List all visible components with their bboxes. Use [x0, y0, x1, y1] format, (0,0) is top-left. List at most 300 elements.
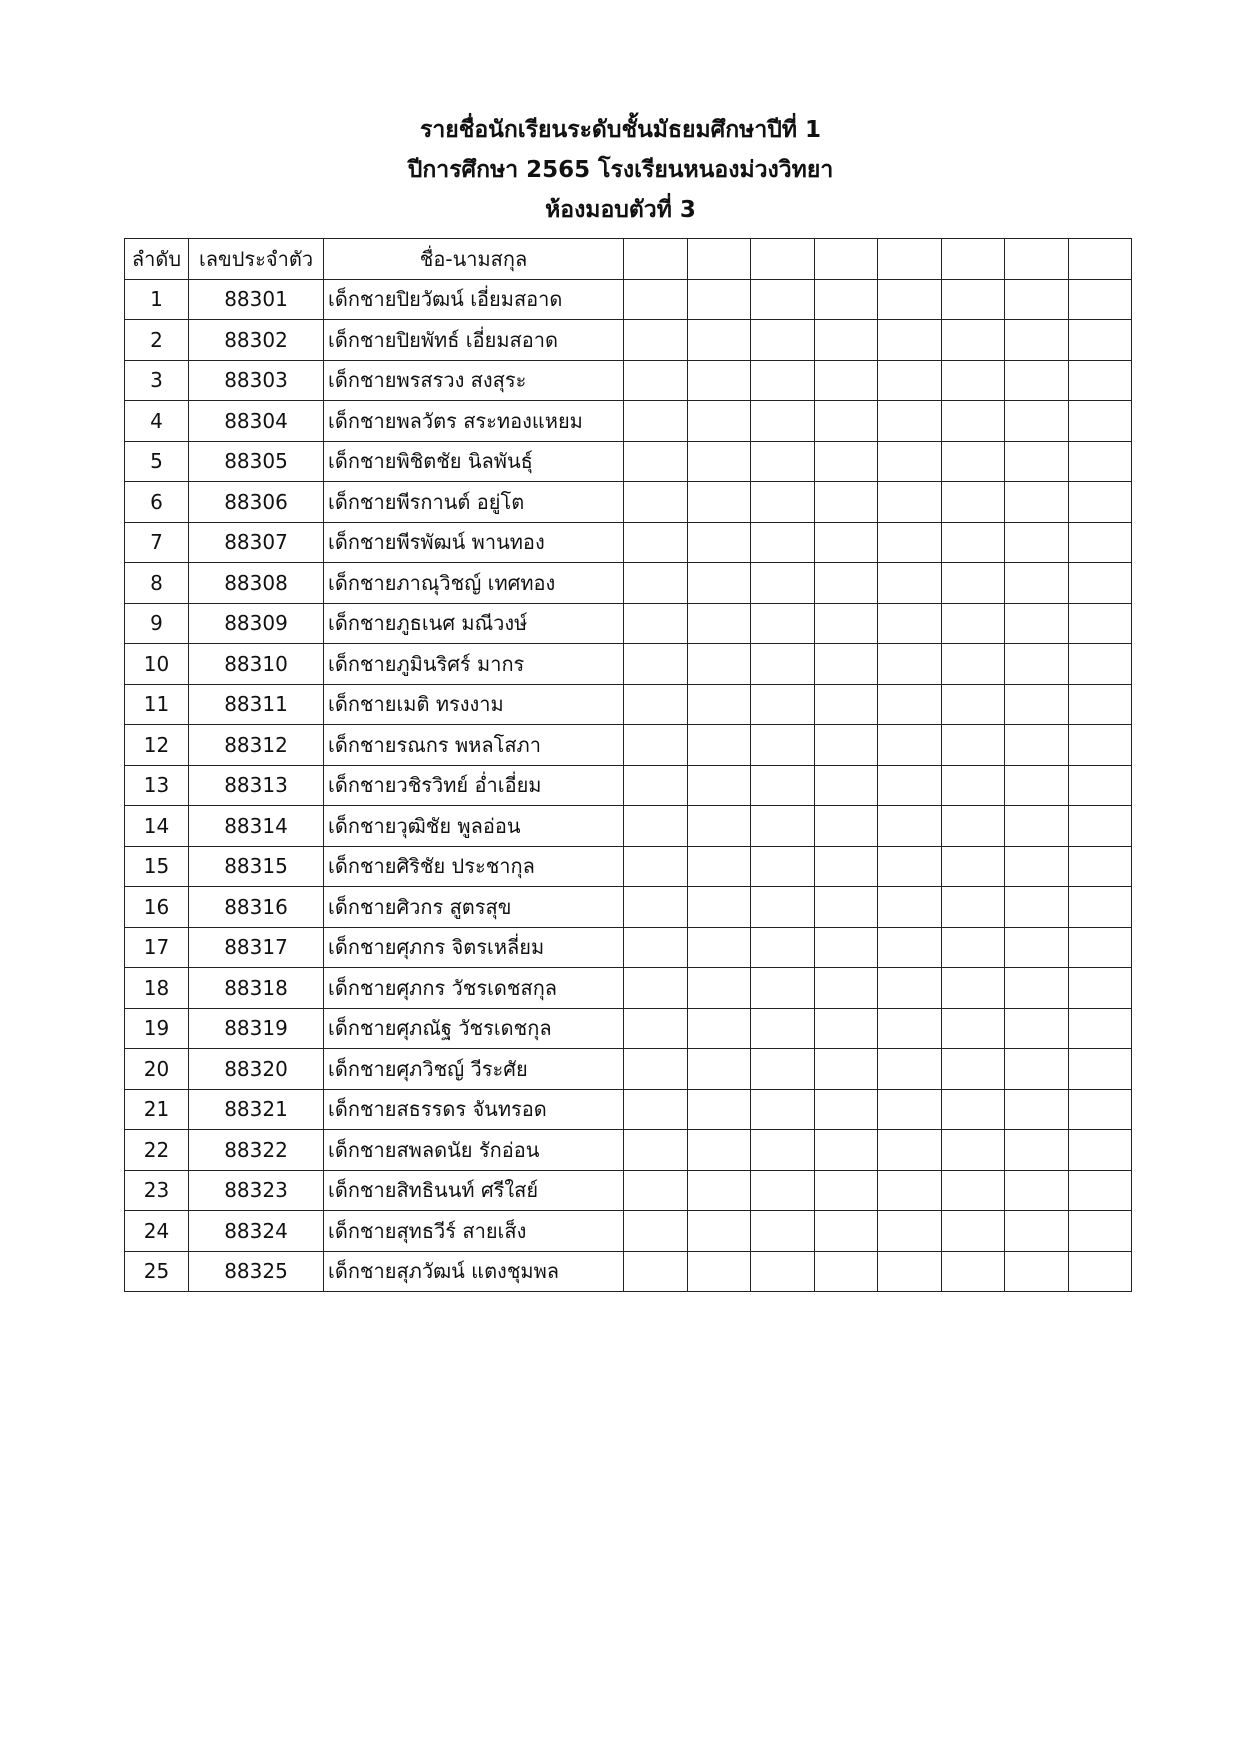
- row-blank-cell: [814, 1211, 878, 1252]
- row-blank-cell: [1068, 1049, 1132, 1090]
- row-blank-cell: [687, 846, 751, 887]
- row-blank-cell: [941, 1211, 1005, 1252]
- row-student-name: เด็กชายพีรกานต์ อยู่โต: [324, 482, 624, 523]
- row-student-id: 88308: [189, 563, 324, 604]
- row-blank-cell: [941, 1170, 1005, 1211]
- row-blank-cell: [1005, 482, 1069, 523]
- row-blank-cell: [1068, 644, 1132, 685]
- row-blank-cell: [878, 684, 942, 725]
- row-student-name: เด็กชายพรสรวง สงสุระ: [324, 360, 624, 401]
- row-blank-cell: [941, 968, 1005, 1009]
- table-row: [125, 1130, 1132, 1171]
- row-blank-cell: [751, 1251, 815, 1292]
- table-row: [125, 1049, 1132, 1090]
- student-roster-table: [124, 238, 1132, 1292]
- row-student-id: 88302: [189, 320, 324, 361]
- row-student-name: เด็กชายศุภกร จิตรเหลี่ยม: [324, 927, 624, 968]
- row-blank-cell: [751, 725, 815, 766]
- row-blank-cell: [878, 401, 942, 442]
- row-blank-cell: [1005, 401, 1069, 442]
- row-student-id: 88313: [189, 765, 324, 806]
- table-row: [125, 725, 1132, 766]
- row-blank-cell: [814, 1251, 878, 1292]
- row-blank-cell: [751, 1089, 815, 1130]
- row-order-number: 7: [125, 522, 189, 563]
- row-blank-cell: [624, 725, 688, 766]
- row-blank-cell: [814, 279, 878, 320]
- row-blank-cell: [624, 1049, 688, 1090]
- row-student-name: เด็กชายศิริชัย ประชากุล: [324, 846, 624, 887]
- row-blank-cell: [687, 563, 751, 604]
- row-blank-cell: [878, 1170, 942, 1211]
- row-blank-cell: [814, 846, 878, 887]
- row-blank-cell: [1068, 603, 1132, 644]
- row-blank-cell: [624, 1251, 688, 1292]
- row-blank-cell: [1068, 846, 1132, 887]
- row-blank-cell: [878, 725, 942, 766]
- row-blank-cell: [1005, 1130, 1069, 1171]
- row-blank-cell: [624, 927, 688, 968]
- row-student-name: เด็กชายเมติ ทรงงาม: [324, 684, 624, 725]
- row-blank-cell: [878, 1130, 942, 1171]
- row-blank-cell: [1068, 887, 1132, 928]
- row-student-name: เด็กชายศุภกร วัชรเดชสกุล: [324, 968, 624, 1009]
- row-student-name: เด็กชายภาณุวิชญ์ เทศทอง: [324, 563, 624, 604]
- row-blank-cell: [1068, 1089, 1132, 1130]
- row-blank-cell: [751, 320, 815, 361]
- row-blank-cell: [624, 522, 688, 563]
- row-blank-cell: [941, 765, 1005, 806]
- row-blank-cell: [1005, 927, 1069, 968]
- table-row: [125, 806, 1132, 847]
- row-blank-cell: [1068, 522, 1132, 563]
- row-blank-cell: [751, 401, 815, 442]
- row-blank-cell: [1005, 968, 1069, 1009]
- row-blank-cell: [814, 927, 878, 968]
- row-blank-cell: [814, 644, 878, 685]
- row-blank-cell: [941, 1008, 1005, 1049]
- row-blank-cell: [624, 401, 688, 442]
- row-student-id: 88320: [189, 1049, 324, 1090]
- row-blank-cell: [624, 644, 688, 685]
- row-student-id: 88315: [189, 846, 324, 887]
- row-blank-cell: [687, 1008, 751, 1049]
- row-student-id: 88303: [189, 360, 324, 401]
- header-blank-cell: [687, 239, 751, 280]
- row-blank-cell: [878, 644, 942, 685]
- row-blank-cell: [687, 360, 751, 401]
- row-blank-cell: [751, 603, 815, 644]
- row-blank-cell: [687, 725, 751, 766]
- row-blank-cell: [941, 684, 1005, 725]
- row-blank-cell: [878, 765, 942, 806]
- row-blank-cell: [941, 401, 1005, 442]
- row-blank-cell: [1068, 320, 1132, 361]
- header-full-name: ชื่อ-นามสกุล: [324, 239, 624, 280]
- row-blank-cell: [1005, 644, 1069, 685]
- row-blank-cell: [624, 482, 688, 523]
- row-order-number: 13: [125, 765, 189, 806]
- row-blank-cell: [1068, 1211, 1132, 1252]
- row-blank-cell: [1068, 1008, 1132, 1049]
- row-student-id: 88319: [189, 1008, 324, 1049]
- row-blank-cell: [624, 1170, 688, 1211]
- row-blank-cell: [941, 563, 1005, 604]
- row-blank-cell: [878, 360, 942, 401]
- row-blank-cell: [878, 1089, 942, 1130]
- row-blank-cell: [624, 360, 688, 401]
- row-blank-cell: [878, 1211, 942, 1252]
- row-blank-cell: [1068, 684, 1132, 725]
- row-blank-cell: [1005, 279, 1069, 320]
- row-student-id: 88321: [189, 1089, 324, 1130]
- row-student-id: 88307: [189, 522, 324, 563]
- row-order-number: 21: [125, 1089, 189, 1130]
- row-student-id: 88316: [189, 887, 324, 928]
- row-order-number: 4: [125, 401, 189, 442]
- table-row: [125, 927, 1132, 968]
- row-blank-cell: [1068, 765, 1132, 806]
- row-blank-cell: [751, 1008, 815, 1049]
- row-blank-cell: [814, 684, 878, 725]
- row-blank-cell: [624, 1211, 688, 1252]
- header-student-id: เลขประจำตัว: [189, 239, 324, 280]
- row-blank-cell: [1005, 1170, 1069, 1211]
- row-blank-cell: [1068, 725, 1132, 766]
- row-blank-cell: [687, 1170, 751, 1211]
- row-blank-cell: [814, 887, 878, 928]
- table-row: [125, 684, 1132, 725]
- row-blank-cell: [814, 765, 878, 806]
- row-blank-cell: [1005, 887, 1069, 928]
- row-blank-cell: [687, 522, 751, 563]
- row-blank-cell: [751, 441, 815, 482]
- row-student-name: เด็กชายศุภณัฐ วัชรเดชกุล: [324, 1008, 624, 1049]
- row-order-number: 5: [125, 441, 189, 482]
- row-blank-cell: [878, 846, 942, 887]
- table-row: [125, 441, 1132, 482]
- row-student-name: เด็กชายสิทธินนท์ ศรีใสย์: [324, 1170, 624, 1211]
- row-blank-cell: [941, 887, 1005, 928]
- row-blank-cell: [878, 563, 942, 604]
- row-student-id: 88317: [189, 927, 324, 968]
- row-student-id: 88323: [189, 1170, 324, 1211]
- table-row: [125, 887, 1132, 928]
- row-blank-cell: [941, 441, 1005, 482]
- row-student-name: เด็กชายศิวกร สูตรสุข: [324, 887, 624, 928]
- row-student-id: 88311: [189, 684, 324, 725]
- row-blank-cell: [1005, 360, 1069, 401]
- row-blank-cell: [1005, 1049, 1069, 1090]
- row-blank-cell: [687, 1251, 751, 1292]
- row-blank-cell: [814, 563, 878, 604]
- table-row: [125, 644, 1132, 685]
- row-blank-cell: [941, 1130, 1005, 1171]
- title-line-1: รายชื่อนักเรียนระดับชั้นมัธยมศึกษาปีที่ 1: [419, 117, 822, 143]
- row-blank-cell: [814, 725, 878, 766]
- row-blank-cell: [941, 806, 1005, 847]
- row-student-id: 88312: [189, 725, 324, 766]
- row-order-number: 6: [125, 482, 189, 523]
- row-blank-cell: [941, 603, 1005, 644]
- row-blank-cell: [687, 1211, 751, 1252]
- row-order-number: 10: [125, 644, 189, 685]
- row-blank-cell: [624, 765, 688, 806]
- row-blank-cell: [878, 603, 942, 644]
- table-row: [125, 765, 1132, 806]
- row-blank-cell: [1005, 846, 1069, 887]
- row-blank-cell: [624, 603, 688, 644]
- row-student-name: เด็กชายภูธเนศ มณีวงษ์: [324, 603, 624, 644]
- row-blank-cell: [687, 806, 751, 847]
- header-order: ลำดับ: [125, 239, 189, 280]
- row-student-name: เด็กชายวุฒิชัย พูลอ่อน: [324, 806, 624, 847]
- row-blank-cell: [941, 279, 1005, 320]
- row-blank-cell: [941, 522, 1005, 563]
- row-blank-cell: [751, 968, 815, 1009]
- row-order-number: 22: [125, 1130, 189, 1171]
- row-blank-cell: [687, 603, 751, 644]
- row-blank-cell: [814, 482, 878, 523]
- row-order-number: 23: [125, 1170, 189, 1211]
- row-blank-cell: [941, 1089, 1005, 1130]
- row-order-number: 9: [125, 603, 189, 644]
- row-blank-cell: [814, 441, 878, 482]
- row-order-number: 14: [125, 806, 189, 847]
- row-blank-cell: [1068, 441, 1132, 482]
- row-student-name: เด็กชายพลวัตร สระทองแหยม: [324, 401, 624, 442]
- row-order-number: 3: [125, 360, 189, 401]
- row-blank-cell: [1068, 968, 1132, 1009]
- row-blank-cell: [1005, 1211, 1069, 1252]
- row-blank-cell: [687, 401, 751, 442]
- table-row: [125, 603, 1132, 644]
- row-blank-cell: [1068, 563, 1132, 604]
- row-blank-cell: [751, 644, 815, 685]
- row-blank-cell: [1005, 522, 1069, 563]
- row-order-number: 25: [125, 1251, 189, 1292]
- header-blank-cell: [814, 239, 878, 280]
- row-blank-cell: [624, 320, 688, 361]
- row-student-name: เด็กชายภูมินริศร์ มากร: [324, 644, 624, 685]
- row-blank-cell: [814, 1089, 878, 1130]
- row-blank-cell: [624, 806, 688, 847]
- header-blank-cell: [751, 239, 815, 280]
- table-row: [125, 563, 1132, 604]
- row-blank-cell: [687, 684, 751, 725]
- row-student-name: เด็กชายสุภวัฒน์ แตงชุมพล: [324, 1251, 624, 1292]
- row-blank-cell: [878, 1049, 942, 1090]
- row-student-name: เด็กชายพีรพัฒน์ พานทอง: [324, 522, 624, 563]
- row-blank-cell: [624, 887, 688, 928]
- row-student-name: เด็กชายศุภวิชญ์ วีระศัย: [324, 1049, 624, 1090]
- row-blank-cell: [751, 846, 815, 887]
- row-blank-cell: [751, 1130, 815, 1171]
- row-blank-cell: [751, 1211, 815, 1252]
- row-blank-cell: [751, 806, 815, 847]
- table-row: [125, 1008, 1132, 1049]
- table-row: [125, 968, 1132, 1009]
- row-order-number: 16: [125, 887, 189, 928]
- row-blank-cell: [814, 1170, 878, 1211]
- row-blank-cell: [1005, 725, 1069, 766]
- row-blank-cell: [1068, 360, 1132, 401]
- row-blank-cell: [751, 1170, 815, 1211]
- row-blank-cell: [687, 968, 751, 1009]
- row-blank-cell: [624, 1089, 688, 1130]
- row-student-id: 88314: [189, 806, 324, 847]
- row-blank-cell: [1005, 1251, 1069, 1292]
- table-row: [125, 360, 1132, 401]
- row-blank-cell: [878, 806, 942, 847]
- row-student-id: 88306: [189, 482, 324, 523]
- row-blank-cell: [941, 482, 1005, 523]
- row-student-id: 88304: [189, 401, 324, 442]
- table-row: [125, 1251, 1132, 1292]
- row-blank-cell: [1005, 1008, 1069, 1049]
- row-order-number: 17: [125, 927, 189, 968]
- row-blank-cell: [624, 279, 688, 320]
- row-blank-cell: [1005, 684, 1069, 725]
- row-blank-cell: [751, 927, 815, 968]
- header-blank-cell: [1005, 239, 1069, 280]
- row-blank-cell: [941, 1251, 1005, 1292]
- table-row: [125, 846, 1132, 887]
- row-blank-cell: [1068, 1130, 1132, 1171]
- table-row: [125, 522, 1132, 563]
- row-blank-cell: [624, 684, 688, 725]
- row-blank-cell: [1005, 765, 1069, 806]
- row-blank-cell: [751, 482, 815, 523]
- row-blank-cell: [941, 725, 1005, 766]
- table-row: [125, 1211, 1132, 1252]
- row-blank-cell: [814, 522, 878, 563]
- table-row: [125, 1089, 1132, 1130]
- row-student-name: เด็กชายสุทธวีร์ สายเส็ง: [324, 1211, 624, 1252]
- row-blank-cell: [751, 279, 815, 320]
- row-student-name: เด็กชายพิชิตชัย นิลพันธุ์: [324, 441, 624, 482]
- document-header: [0, 110, 1241, 230]
- row-order-number: 24: [125, 1211, 189, 1252]
- row-blank-cell: [878, 522, 942, 563]
- row-blank-cell: [878, 441, 942, 482]
- row-blank-cell: [941, 644, 1005, 685]
- row-student-name: เด็กชายปิยพัทธ์ เอี่ยมสอาด: [324, 320, 624, 361]
- table-body: [125, 279, 1132, 1292]
- row-student-name: เด็กชายรณกร พหลโสภา: [324, 725, 624, 766]
- row-student-id: 88301: [189, 279, 324, 320]
- row-student-id: 88310: [189, 644, 324, 685]
- row-student-id: 88309: [189, 603, 324, 644]
- row-student-id: 88305: [189, 441, 324, 482]
- row-blank-cell: [878, 320, 942, 361]
- header-blank-cell: [624, 239, 688, 280]
- row-blank-cell: [814, 360, 878, 401]
- row-blank-cell: [941, 360, 1005, 401]
- row-blank-cell: [814, 603, 878, 644]
- row-blank-cell: [624, 563, 688, 604]
- row-blank-cell: [941, 320, 1005, 361]
- row-blank-cell: [878, 887, 942, 928]
- row-blank-cell: [814, 1049, 878, 1090]
- row-blank-cell: [1068, 927, 1132, 968]
- row-blank-cell: [1068, 1170, 1132, 1211]
- row-blank-cell: [687, 320, 751, 361]
- row-student-id: 88324: [189, 1211, 324, 1252]
- table-row: [125, 1170, 1132, 1211]
- row-order-number: 11: [125, 684, 189, 725]
- row-blank-cell: [1005, 1089, 1069, 1130]
- row-blank-cell: [687, 1089, 751, 1130]
- table-row: [125, 401, 1132, 442]
- row-blank-cell: [878, 279, 942, 320]
- row-blank-cell: [1068, 482, 1132, 523]
- row-blank-cell: [878, 482, 942, 523]
- row-blank-cell: [1005, 603, 1069, 644]
- row-blank-cell: [624, 968, 688, 1009]
- row-blank-cell: [1005, 320, 1069, 361]
- row-blank-cell: [687, 887, 751, 928]
- row-blank-cell: [878, 927, 942, 968]
- row-blank-cell: [751, 563, 815, 604]
- table-header-row: [125, 239, 1132, 280]
- row-blank-cell: [751, 1049, 815, 1090]
- row-order-number: 1: [125, 279, 189, 320]
- row-blank-cell: [814, 320, 878, 361]
- table-row: [125, 482, 1132, 523]
- row-blank-cell: [1005, 441, 1069, 482]
- row-blank-cell: [751, 522, 815, 563]
- row-blank-cell: [1068, 279, 1132, 320]
- row-order-number: 8: [125, 563, 189, 604]
- row-blank-cell: [751, 684, 815, 725]
- row-order-number: 12: [125, 725, 189, 766]
- row-blank-cell: [687, 482, 751, 523]
- row-blank-cell: [1068, 806, 1132, 847]
- row-blank-cell: [878, 1251, 942, 1292]
- row-student-name: เด็กชายปิยวัฒน์ เอี่ยมสอาด: [324, 279, 624, 320]
- row-blank-cell: [814, 401, 878, 442]
- row-student-id: 88318: [189, 968, 324, 1009]
- row-blank-cell: [687, 644, 751, 685]
- row-blank-cell: [814, 968, 878, 1009]
- row-blank-cell: [941, 1049, 1005, 1090]
- row-order-number: 2: [125, 320, 189, 361]
- row-student-name: เด็กชายสพลดนัย รักอ่อน: [324, 1130, 624, 1171]
- row-student-id: 88325: [189, 1251, 324, 1292]
- row-student-name: เด็กชายสธรรดร จันทรอด: [324, 1089, 624, 1130]
- row-blank-cell: [878, 968, 942, 1009]
- row-blank-cell: [814, 1130, 878, 1171]
- row-blank-cell: [814, 1008, 878, 1049]
- title-line-3: ห้องมอบตัวที่ 3: [545, 197, 696, 223]
- row-blank-cell: [624, 846, 688, 887]
- row-blank-cell: [751, 765, 815, 806]
- table-row: [125, 320, 1132, 361]
- table-row: [125, 279, 1132, 320]
- row-order-number: 15: [125, 846, 189, 887]
- row-order-number: 19: [125, 1008, 189, 1049]
- row-blank-cell: [941, 846, 1005, 887]
- row-blank-cell: [1005, 806, 1069, 847]
- row-blank-cell: [624, 441, 688, 482]
- row-blank-cell: [1068, 1251, 1132, 1292]
- title-line-2: ปีการศึกษา 2565 โรงเรียนหนองม่วงวิทยา: [407, 157, 834, 183]
- row-blank-cell: [687, 1049, 751, 1090]
- row-order-number: 20: [125, 1049, 189, 1090]
- row-blank-cell: [687, 441, 751, 482]
- row-blank-cell: [878, 1008, 942, 1049]
